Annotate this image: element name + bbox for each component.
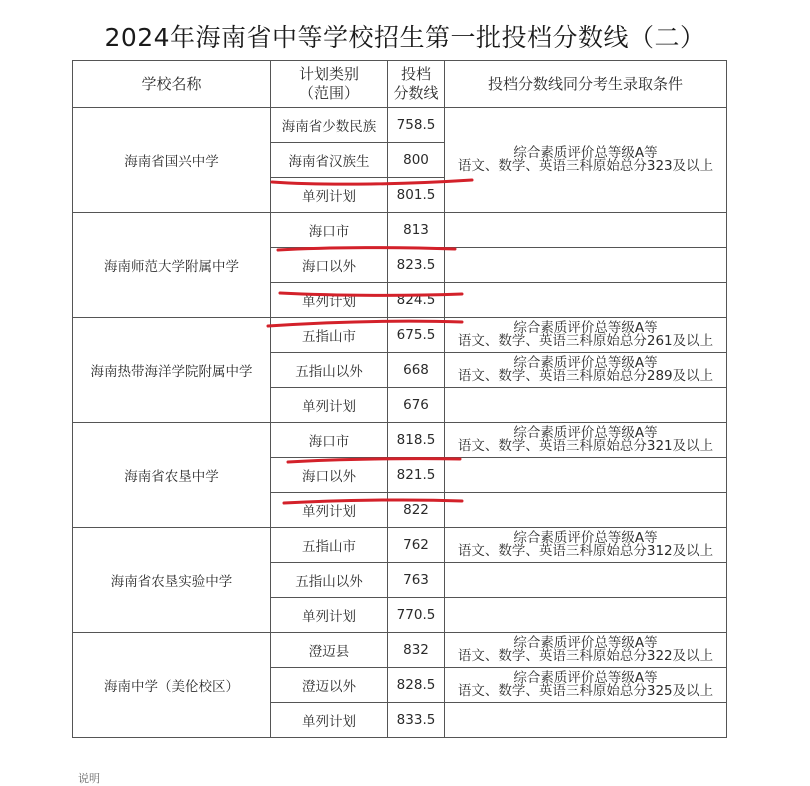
- score-cell: 818.5: [388, 423, 445, 458]
- plan-cell: 五指山以外: [271, 563, 388, 598]
- score-cell: 668: [388, 353, 445, 388]
- score-cell: 770.5: [388, 598, 445, 633]
- school-name: 海南师范大学附属中学: [73, 213, 271, 318]
- plan-cell: 澄迈以外: [271, 668, 388, 703]
- condition-line1: 综合素质评价总等级A等: [513, 670, 658, 686]
- plan-cell: 海口市: [271, 423, 388, 458]
- plan-cell: 五指山市: [271, 528, 388, 563]
- score-cell: 822: [388, 493, 445, 528]
- header-row: [73, 61, 727, 108]
- condition-line2: 语文、数学、英语三科原始总分312及以上: [457, 543, 714, 559]
- condition-line2: 语文、数学、英语三科原始总分325及以上: [457, 683, 714, 699]
- score-cell: 824.5: [388, 283, 445, 318]
- header-score: [388, 61, 445, 108]
- header-conditions: 投档分数线同分考生录取条件: [445, 61, 727, 108]
- plan-cell: 海南省少数民族: [271, 108, 388, 143]
- condition-cell: [445, 283, 727, 318]
- score-cell: 676: [388, 388, 445, 423]
- school-name: 海南省农垦中学: [73, 423, 271, 528]
- condition-cell: [445, 248, 727, 283]
- condition-line2: 语文、数学、英语三科原始总分321及以上: [457, 438, 714, 454]
- plan-cell: 海口以外: [271, 458, 388, 493]
- condition-line2: 语文、数学、英语三科原始总分289及以上: [457, 368, 714, 384]
- plan-cell: 五指山市: [271, 318, 388, 353]
- score-cell: 823.5: [388, 248, 445, 283]
- plan-cell: 海口以外: [271, 248, 388, 283]
- school-name: 海南省农垦实验中学: [73, 528, 271, 633]
- header-school: 学校名称: [73, 61, 271, 108]
- score-cell: 832: [388, 633, 445, 668]
- condition-cell: [445, 703, 727, 738]
- score-cell: 675.5: [388, 318, 445, 353]
- condition-line1: 综合素质评价总等级A等: [513, 635, 658, 651]
- plan-cell: 五指山以外: [271, 353, 388, 388]
- school-name: 海南热带海洋学院附属中学: [73, 318, 271, 423]
- plan-cell: 单列计划: [271, 703, 388, 738]
- plan-cell: 单列计划: [271, 283, 388, 318]
- score-cell: 762: [388, 528, 445, 563]
- score-cell: 758.5: [388, 108, 445, 143]
- plan-cell: 单列计划: [271, 178, 388, 213]
- condition-line1: 综合素质评价总等级A等: [513, 145, 658, 161]
- score-cell: 813: [388, 213, 445, 248]
- condition-line2: 语文、数学、英语三科原始总分261及以上: [457, 333, 714, 349]
- condition-line1: 综合素质评价总等级A等: [513, 320, 658, 336]
- plan-cell: 单列计划: [271, 493, 388, 528]
- condition-cell: [445, 213, 727, 248]
- header-plan-line1: 计划类别: [298, 65, 359, 83]
- score-cell: 828.5: [388, 668, 445, 703]
- score-cell: 821.5: [388, 458, 445, 493]
- table-row: [73, 528, 727, 563]
- score-cell: 801.5: [388, 178, 445, 213]
- condition-cell: [445, 528, 727, 563]
- plan-cell: 澄迈县: [271, 633, 388, 668]
- plan-cell: 单列计划: [271, 598, 388, 633]
- header-score-line2: 分数线: [393, 84, 439, 102]
- condition-cell: [445, 493, 727, 528]
- condition-line1: 综合素质评价总等级A等: [513, 355, 658, 371]
- plan-cell: 海南省汉族生: [271, 143, 388, 178]
- condition-cell: [445, 563, 727, 598]
- condition-cell: [445, 318, 727, 353]
- footer-note: 说明: [78, 772, 100, 785]
- condition-line2: 语文、数学、英语三科原始总分322及以上: [457, 648, 714, 664]
- table-row: [73, 108, 727, 143]
- plan-cell: 海口市: [271, 213, 388, 248]
- header-plan-line2: （范围）: [298, 84, 359, 102]
- page-title: 2024年海南省中等学校招生第一批投档分数线（二）: [104, 23, 706, 52]
- score-table: [72, 60, 727, 738]
- table-row: [73, 423, 727, 458]
- condition-line1: 综合素质评价总等级A等: [513, 530, 658, 546]
- score-cell: 800: [388, 143, 445, 178]
- score-cell: 763: [388, 563, 445, 598]
- condition-cell: [445, 423, 727, 458]
- header-score-line1: 投档: [400, 65, 431, 83]
- condition-line1: 综合素质评价总等级A等: [513, 425, 658, 441]
- condition-cell: [445, 353, 727, 388]
- condition-cell: [445, 633, 727, 668]
- table-row: [73, 318, 727, 353]
- table-row: [73, 633, 727, 668]
- condition-cell: [445, 598, 727, 633]
- condition-cell: [445, 458, 727, 493]
- score-cell: 833.5: [388, 703, 445, 738]
- header-plan: [271, 61, 388, 108]
- school-name: 海南中学（美伦校区）: [73, 633, 271, 738]
- condition-cell: [445, 108, 727, 213]
- school-name: 海南省国兴中学: [73, 108, 271, 213]
- table-row: [73, 213, 727, 248]
- plan-cell: 单列计划: [271, 388, 388, 423]
- condition-cell: [445, 388, 727, 423]
- condition-cell: [445, 668, 727, 703]
- condition-line2: 语文、数学、英语三科原始总分323及以上: [457, 158, 714, 174]
